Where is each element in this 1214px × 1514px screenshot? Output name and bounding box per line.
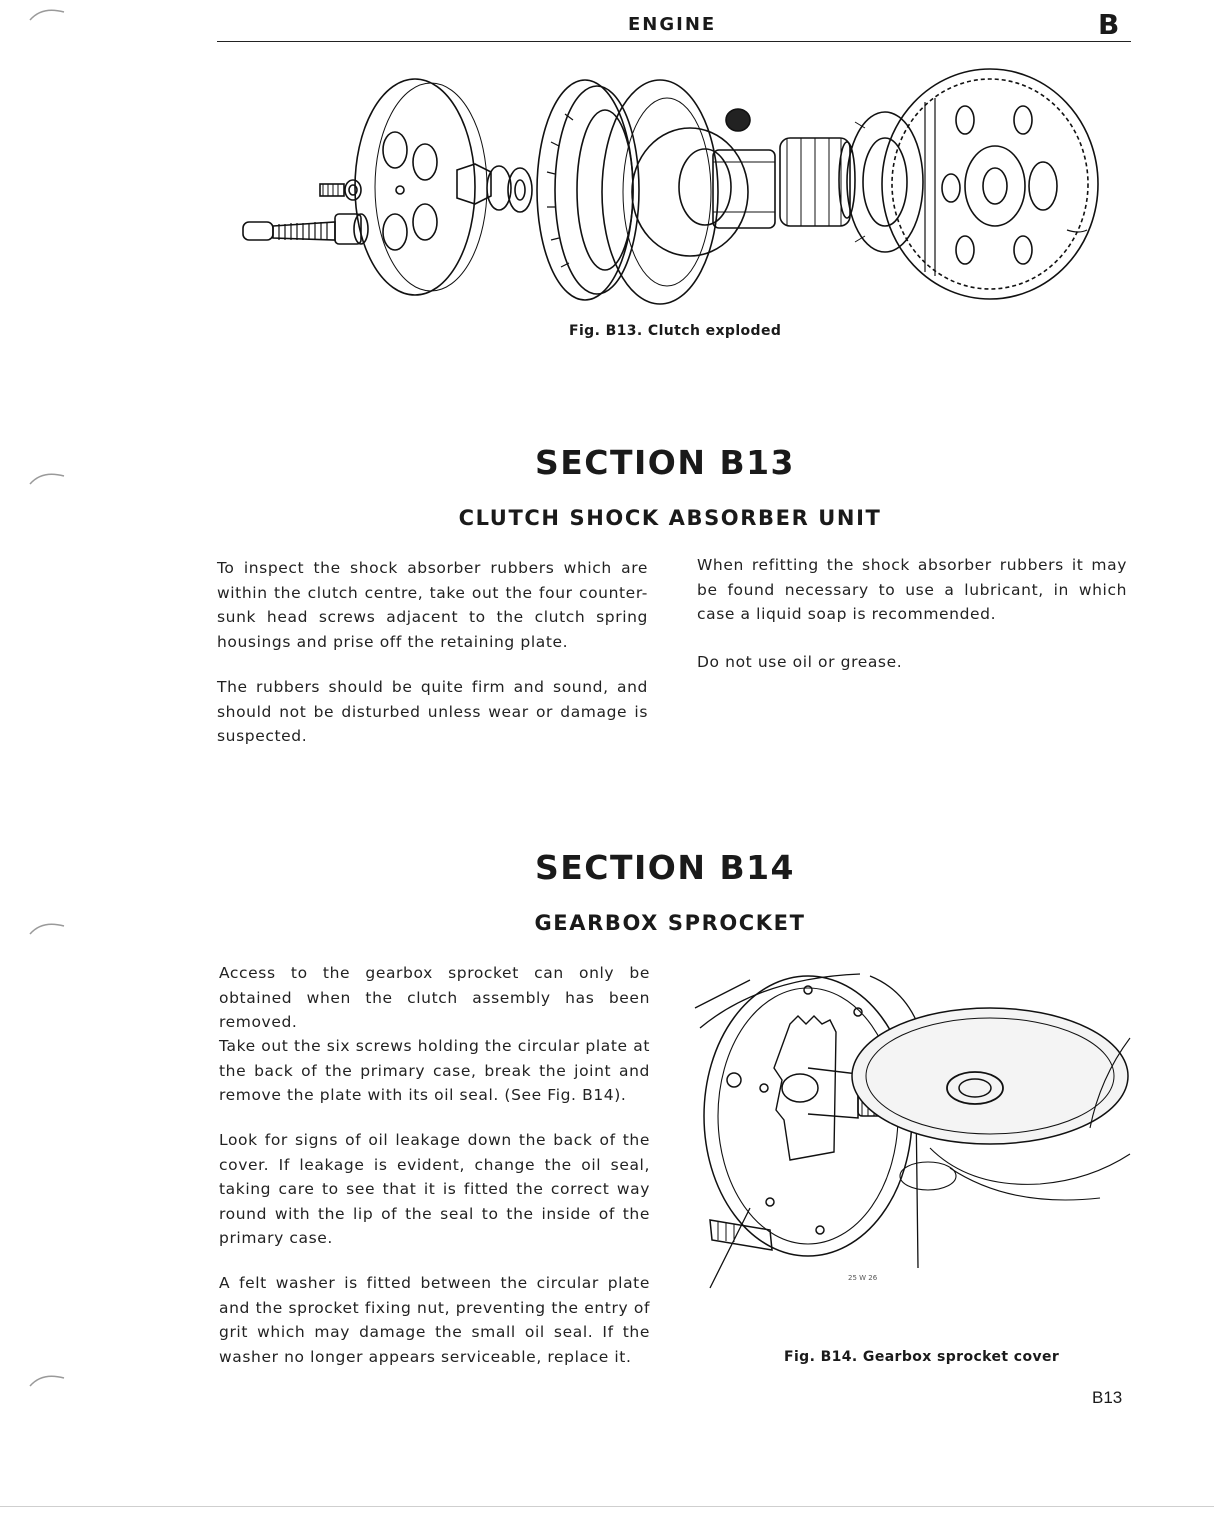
header-rule [217, 41, 1131, 42]
gearbox-sprocket-cover-illustration [690, 968, 1135, 1303]
paragraph: To inspect the shock absorber rubbers which are within the clutch centre, take out the four counter-sunk head screws adjacent to the clutch spring housings and prise off the retaining plate. [217, 559, 648, 651]
running-head [0, 8, 1214, 42]
figure-caption: Fig. B14. Gearbox sprocket cover [784, 1349, 1060, 1365]
paragraph: The rubbers should be quite firm and sound, and should not be disturbed unless wear or damage is suspected. [217, 678, 648, 746]
section-subtitle: GEARBOX SPROCKET [534, 911, 806, 935]
paragraph: Access to the gearbox sprocket can only be obtained when the clutch assembly has been removed. [219, 964, 650, 1032]
clutch-plate-icon [602, 80, 718, 304]
punch-mark [28, 1370, 66, 1390]
clutch-exploded-illustration [235, 62, 1115, 307]
spring-adjuster-icon [243, 214, 368, 244]
clutch-drum-icon [847, 112, 923, 252]
gearbox-sprocket-icon [774, 1016, 836, 1160]
paragraph: Look for signs of oil leakage down the back of the cover. If leakage is evident, change the oil seal, taking care to see that it is fitted the correct way round with the lip of the seal to the inside of the primary case. [219, 1131, 650, 1248]
pressure-plate-icon [355, 79, 487, 295]
header-title: ENGINE [628, 14, 717, 35]
chainwheel-icon [882, 69, 1098, 299]
figure-caption: Fig. B13. Clutch exploded [569, 323, 782, 339]
section-letter: B [1098, 8, 1120, 41]
paragraph: Do not use oil or grease. [697, 653, 903, 671]
stud-icon [710, 1220, 772, 1250]
paragraph: A felt washer is fitted between the circular plate and the sprocket fixing nut, preventing the entry of grit which may damage the small oil seal. If the washer no longer appears serviceable, replace it. [219, 1274, 650, 1366]
paragraph: Take out the six screws holding the circular plate at the back of the primary case, break the joint and remove the plate with its oil seal. (See Fig. B14). [219, 1037, 650, 1105]
friction-plate-icon [537, 80, 639, 300]
section-subtitle: CLUTCH SHOCK ABSORBER UNIT [458, 506, 882, 530]
shock-absorber-rubber-icon [780, 138, 855, 226]
section-title: SECTION B13 [534, 443, 796, 482]
page-edge [0, 1506, 1214, 1507]
figure-reference: 25 W 26 [848, 1274, 878, 1282]
clutch-centre-icon [632, 109, 775, 256]
hub-nut-icon [457, 164, 532, 212]
section-title: SECTION B14 [534, 848, 796, 887]
paragraph: When refitting the shock absorber rubbers it may be found necessary to use a lubricant, in which case a liquid soap is recommended. [697, 556, 1127, 624]
page-number: B13 [1092, 1388, 1123, 1407]
cover-plate-icon [852, 1008, 1128, 1144]
